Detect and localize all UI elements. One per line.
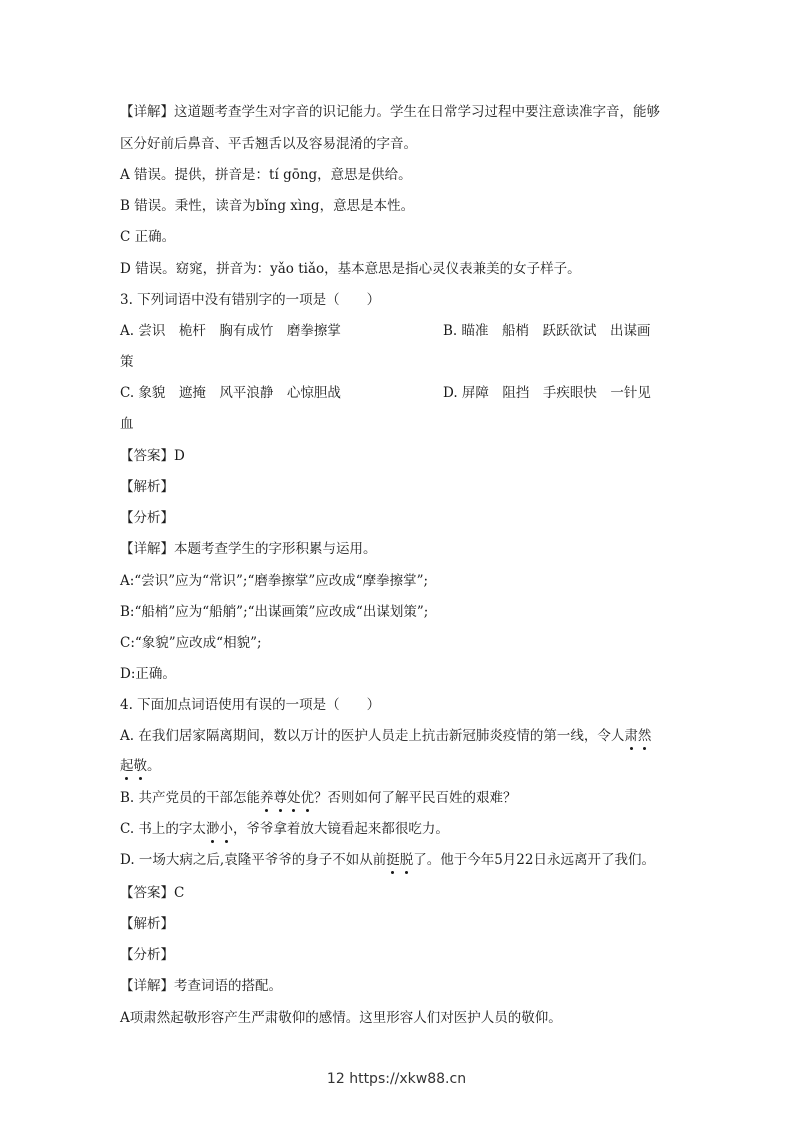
question-4-option-a-continued: [120, 757, 161, 775]
emphasis-dot-char: 脱: [399, 852, 414, 868]
question-4-explanation-a: A项肃然起敬形容产生严肃敬仰的感情。这里形容人们对医护人员的敬仰。: [120, 1010, 562, 1026]
question-3-correction-b: B:“船梢”应为“船艄”;“出谋画策”应改成“出谋划策”;: [120, 604, 429, 620]
emphasis-dot-char: 优: [300, 790, 315, 806]
dotted-word: [120, 758, 147, 774]
question-4-option-b-end: ？否则如何了解平民百姓的艰难？: [314, 790, 517, 806]
emphasis-dot-char: 处: [287, 790, 301, 806]
question-3-correction-d: D:正确。: [120, 666, 176, 682]
question-3-option-d: D. 屏障 阻挡 手疾眼快 一针见: [443, 385, 651, 401]
question-4-detail: 【详解】考查词语的搭配。: [120, 978, 282, 994]
question-4-option-c-text: C. 书上的字太: [120, 821, 206, 837]
emphasis-dot-char: 小: [219, 821, 233, 837]
question-3-fenxi-heading: 【分析】: [120, 510, 174, 526]
dotted-word: [386, 852, 413, 868]
dotted-word: [260, 790, 314, 806]
question-3-option-c: C. 象貌 遮掩 风平浪静 心惊胆战: [120, 385, 341, 401]
question-4-option-d-end: 了。他于今年5月22日永远离开了我们。: [413, 852, 655, 868]
question-4-option-a-end: 。: [147, 758, 161, 774]
page-footer: [0, 1071, 793, 1087]
question-4-option-a: [120, 727, 651, 745]
question-3-option-b-continued: 策: [120, 354, 134, 370]
question-3-analysis-heading: 【解析】: [120, 479, 174, 495]
question-4-answer: 【答案】C: [120, 885, 185, 901]
question-3-option-a: A. 尝识 桅杆 胸有成竹 磨拳擦掌: [120, 323, 341, 339]
emphasis-dot-char: 渺: [205, 821, 220, 837]
question-4-option-a-text: A. 在我们居家隔离期间，数以万计的医护人员走上抗击新冠肺炎疫情的第一线，令人: [120, 728, 625, 744]
footer-url: https://xkw88.cn: [349, 1071, 467, 1087]
emphasis-dot-char: 敬: [133, 758, 147, 774]
option-c-explanation: C 正确。: [120, 229, 176, 245]
question-3-stem: 3. 下列词语中没有错别字的一项是（ ）: [120, 292, 381, 308]
option-d-explanation: D 错误。窈窕，拼音为：yǎo tiǎo，基本意思是指心灵仪表兼美的女子样子。: [120, 261, 581, 277]
question-3-option-b: B. 瞄准 船梢 跃跃欲试 出谋画: [443, 323, 651, 339]
question-4-option-d: [120, 851, 655, 869]
question-4-fenxi-heading: 【分析】: [120, 947, 174, 963]
question-4-option-c-end: ，爷爷拿着放大镜看起来都很吃力。: [232, 821, 449, 837]
emphasis-dot-char: 养: [260, 790, 274, 806]
page-number: 12: [326, 1071, 345, 1087]
dotted-word: [624, 728, 651, 744]
question-3-correction-c: C:“象貌”应改成“相貌”;: [120, 635, 262, 651]
question-3-option-d-continued: 血: [120, 416, 134, 432]
question-4-option-b-text: B. 共产党员的干部怎能: [120, 790, 261, 806]
question-3-correction-a: A:“尝识”应为“常识”;“磨拳擦掌”应改成“摩拳擦掌”;: [120, 573, 429, 589]
explanation-line-2: 区分好前后鼻音、平舌翘舌以及容易混淆的字音。: [120, 136, 417, 152]
question-4-option-b: [120, 789, 517, 807]
emphasis-dot-char: 挺: [386, 852, 400, 868]
question-4-option-d-text: D. 一场大病之后,袁隆平爷爷的身子不如从前: [120, 852, 387, 868]
question-4-analysis-heading: 【解析】: [120, 916, 174, 932]
question-4-stem: 4. 下面加点词语使用有误的一项是（ ）: [120, 697, 381, 713]
question-4-option-c: [120, 820, 449, 838]
emphasis-dot-char: 尊: [273, 790, 288, 806]
question-3-answer: 【答案】D: [120, 448, 185, 464]
emphasis-dot-char: 然: [637, 728, 652, 744]
option-a-explanation: A 错误。提供，拼音是：tí gōng，意思是供给。: [120, 167, 412, 183]
explanation-line-1: 【详解】这道题考查学生对字音的识记能力。学生在日常学习过程中要注意读准字音，能够: [120, 104, 660, 120]
option-b-explanation: B 错误。秉性，读音为bǐng xìng，意思是本性。: [120, 198, 415, 214]
emphasis-dot-char: 起: [120, 758, 134, 774]
emphasis-dot-char: 肃: [624, 728, 638, 744]
question-3-detail: 【详解】本题考查学生的字形积累与运用。: [120, 541, 377, 557]
dotted-word: [206, 821, 233, 837]
